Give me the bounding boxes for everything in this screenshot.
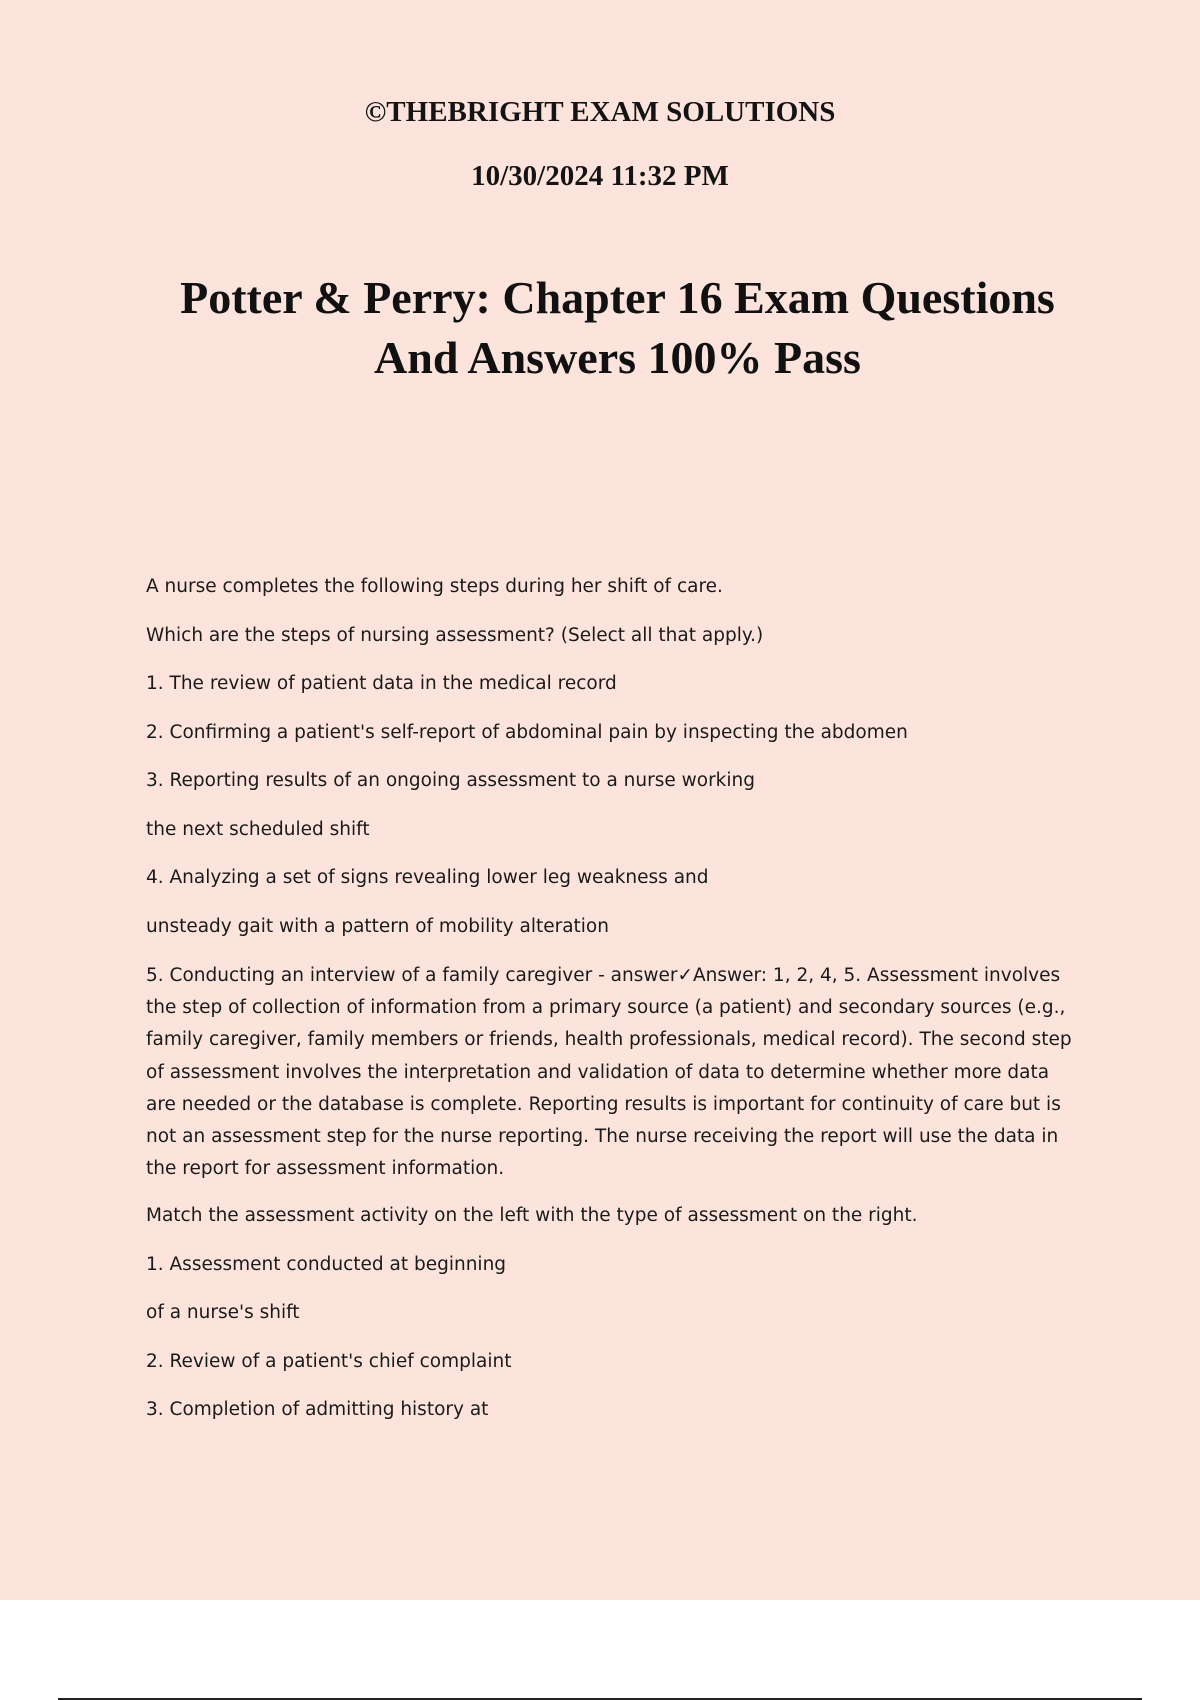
option-4-continued: unsteady gait with a pattern of mobility alteration xyxy=(146,915,609,937)
match-item-1: 1. Assessment conducted at beginning xyxy=(146,1253,507,1275)
match-item-1-continued: of a nurse's shift xyxy=(146,1302,300,1324)
date-time-header: 10/30/2024 11:32 PM xyxy=(471,160,729,192)
answer-explanation: Answer: 1, 2, 4, 5. Assessment involves the step of collection of information from a primary source (a patient) and secondary sources (e.g., family caregiver, family members or friends, health professionals, medical record). The second step of assessment involves the interpretation and validation of data to determine whether more data are needed or the database is complete. Reporting results is important for continuity of care but is not an assessment step for the nurse reporting. The nurse receiving the report will use the data in the report for assessment information. xyxy=(146,965,1072,1180)
match-item-3: 3. Completion of admitting history at xyxy=(146,1399,489,1421)
option-5: 5. Conducting an interview of a family caregiver - answer xyxy=(146,965,678,986)
answer-paragraph xyxy=(146,960,1076,1185)
title-line-1: Potter & Perry: Chapter 16 Exam Questions xyxy=(180,272,1055,323)
option-3-continued: the next scheduled shift xyxy=(146,818,370,840)
document-title xyxy=(0,268,1200,388)
checkmark-icon: ✓ xyxy=(677,965,693,986)
document-body xyxy=(146,572,1076,1444)
option-3: 3. Reporting results of an ongoing assessment to a nurse working xyxy=(146,770,755,791)
question-prompt: Which are the steps of nursing assessment? (Select all that apply.) xyxy=(146,624,764,646)
title-line-2: And Answers 100% Pass xyxy=(374,332,861,383)
question-intro: A nurse completes the following steps during her shift of care. xyxy=(146,576,723,597)
company-header: ©THEBRIGHT EXAM SOLUTIONS xyxy=(364,96,836,128)
matching-question-prompt: Match the assessment activity on the left with the type of assessment on the right. xyxy=(146,1205,918,1227)
option-1: 1. The review of patient data in the medical record xyxy=(146,673,617,694)
option-2: 2. Confirming a patient's self-report of abdominal pain by inspecting the abdomen xyxy=(146,721,908,743)
match-item-2: 2. Review of a patient's chief complaint xyxy=(146,1350,512,1372)
option-4: 4. Analyzing a set of signs revealing lower leg weakness and xyxy=(146,867,709,888)
